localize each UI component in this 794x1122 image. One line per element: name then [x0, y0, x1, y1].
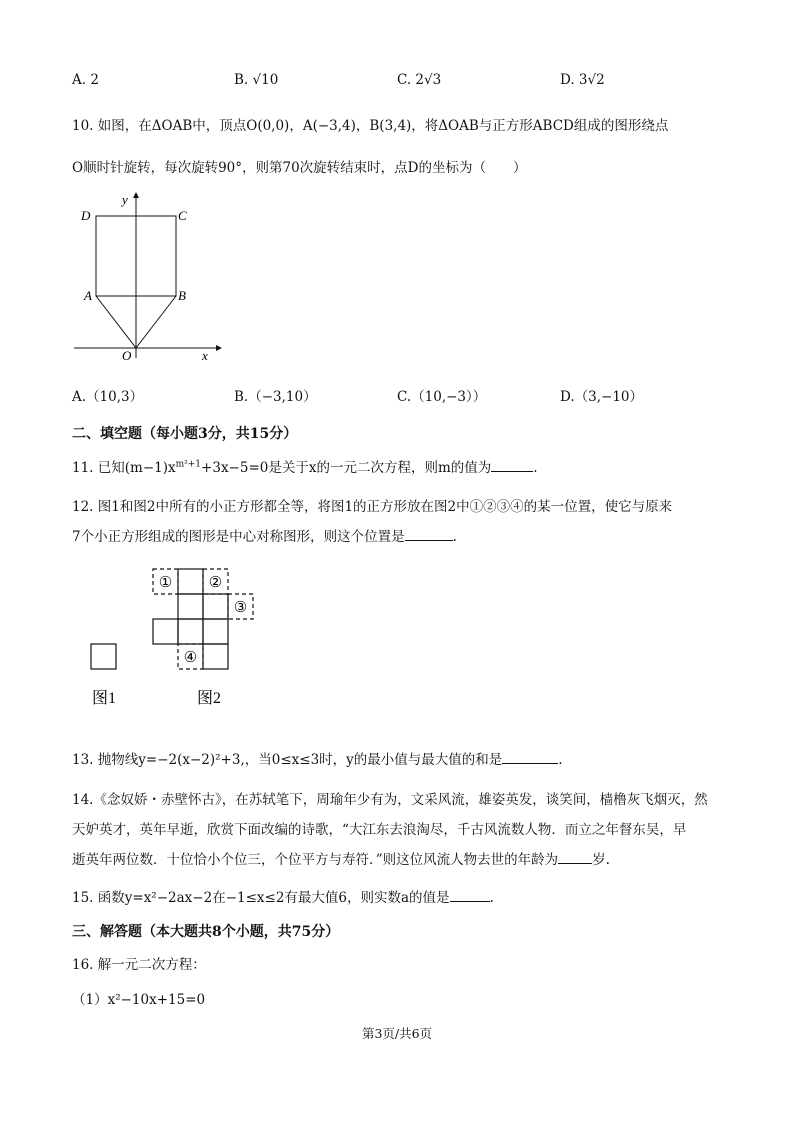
q11-text-pre: 11. 已知(m−1)x: [72, 460, 176, 476]
section-3-title: 三、解答题（本大题共8个小题，共75分）: [72, 924, 340, 940]
q15-end: .: [489, 890, 494, 906]
q12-answer-blank[interactable]: [405, 528, 453, 541]
q14-line3-text: 逝英年两位数．十位恰小个位三，个位平方与寿符．”则这位风流人物去世的年龄为: [72, 852, 559, 868]
q13-text: [72, 748, 563, 768]
section-2-title: 二、填空题（每小题3分，共15分）: [72, 426, 298, 442]
q11-answer-blank[interactable]: [491, 459, 533, 472]
label-o: O: [122, 348, 132, 363]
q14-answer-blank[interactable]: [558, 851, 592, 864]
q9-option-c: C. 2√3: [397, 72, 442, 88]
label-d: D: [81, 208, 91, 223]
marker-2: ②: [208, 575, 223, 591]
q13-answer-blank[interactable]: [502, 751, 558, 764]
q9-option-a: A. 2: [72, 72, 99, 88]
q14-end: 岁.: [592, 852, 610, 868]
q10-figure: [70, 188, 230, 368]
page-footer: 第3页/共6页: [361, 1026, 433, 1041]
q12-text-line2: [72, 525, 457, 545]
q10-text-line1: 10. 如图，在ΔOAB中，顶点O(0,0)，A(−3,4)，B(3,4)，将ΔOAB与正方形ABCD组成的图形绕点: [72, 118, 669, 134]
label-b: B: [178, 288, 186, 303]
q10-option-d: D.（3,−10）: [560, 389, 644, 405]
q14-text-line3: [72, 848, 610, 868]
q14-text-line2: 天妒英才，英年早逝，欣赏下面改编的诗歌，“大江东去浪淘尽，千古风流数人物．而立之年督东吴，早: [72, 822, 687, 838]
marker-3: ③: [233, 600, 248, 616]
q10-option-a: A.（10,3）: [72, 389, 144, 405]
q11-end: .: [533, 460, 538, 476]
q11-exponent: m²+1: [175, 459, 202, 470]
label-a: A: [84, 288, 92, 303]
q12-text-line1: 12. 图1和图2中所有的小正方形都全等，将图1的正方形放在图2中①②③④的某一位置，使它与原来: [72, 499, 673, 515]
marker-4: ④: [183, 650, 198, 666]
q10-option-c: C.（10,−3））: [397, 389, 487, 405]
label-x: x: [202, 348, 208, 363]
q15-text: [72, 886, 494, 906]
q10-option-b: B.（−3,10）: [234, 389, 317, 405]
q15-body: 15. 函数y=x²−2ax−2在−1≤x≤2有最大值6，则实数a的值是: [72, 890, 450, 906]
q12-figure: [80, 560, 280, 710]
q11-text: [72, 456, 538, 476]
fig1-label: 图1: [92, 690, 117, 707]
q15-answer-blank[interactable]: [450, 889, 490, 902]
q11-text-post: +3x−5=0是关于x的一元二次方程，则m的值为: [201, 460, 492, 476]
label-y: y: [122, 192, 128, 207]
label-c: C: [178, 208, 187, 223]
q16-part1: （1）x²−10x+15=0: [72, 992, 206, 1008]
q9-option-b: B. √10: [234, 72, 279, 88]
q10-text-line2: O顺时针旋转，每次旋转90°，则第70次旋转结束时，点D的坐标为（ ）: [72, 160, 527, 176]
q13-end: .: [558, 752, 563, 768]
q9-option-d: D. 3√2: [560, 72, 605, 88]
fig2-label: 图2: [197, 690, 222, 707]
q12-end: .: [452, 529, 457, 545]
marker-1: ①: [158, 575, 173, 591]
q12-line2-text: 7个小正方形组成的图形是中心对称图形，则这个位置是: [72, 529, 405, 545]
q14-text-line1: 14.《念奴娇・赤壁怀古》，在苏轼笔下，周瑜年少有为，文采风流，雄姿英发，谈笑间，樯橹灰飞烟灭，然: [72, 792, 708, 808]
q13-body: 13. 抛物线y=−2(x−2)²+3,，当0≤x≤3时，y的最小值与最大值的和是: [72, 752, 503, 768]
q16-title: 16. 解一元二次方程：: [72, 957, 206, 973]
